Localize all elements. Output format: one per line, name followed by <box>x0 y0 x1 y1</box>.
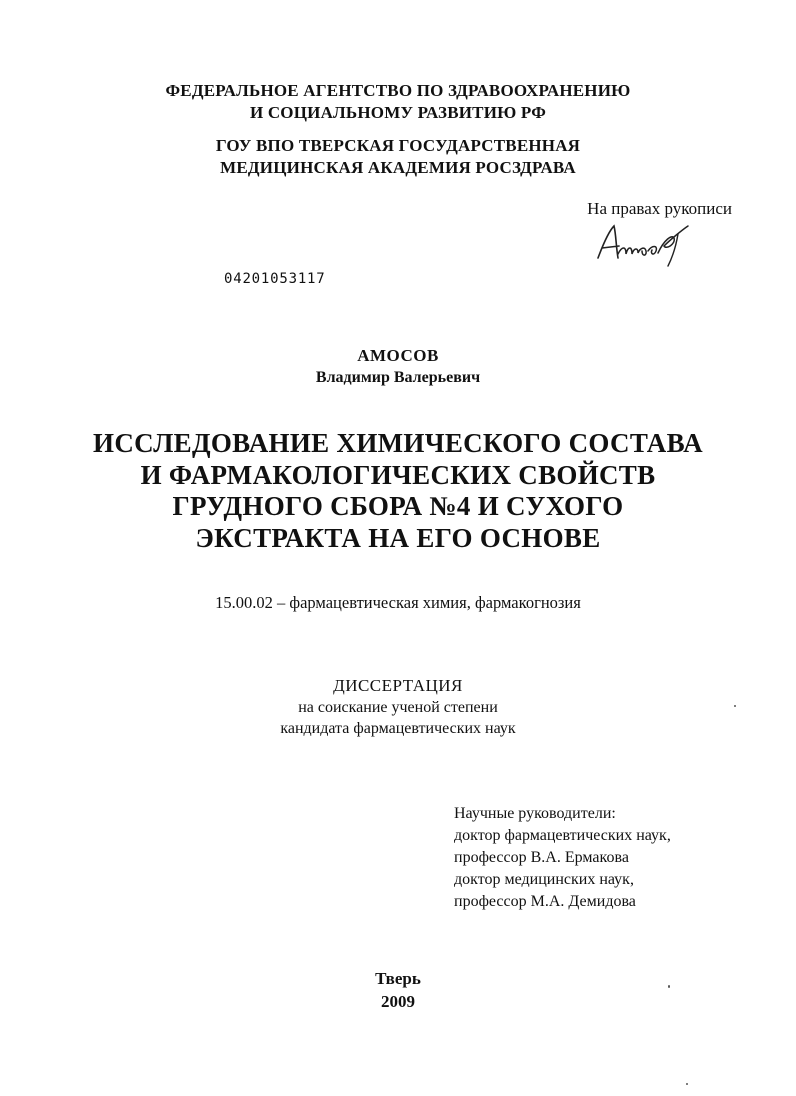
title-line-3: ГРУДНОГО СБОРА №4 И СУХОГО <box>172 491 624 521</box>
institution-line-1: ГОУ ВПО ТВЕРСКАЯ ГОСУДАРСТВЕННАЯ <box>215 136 581 155</box>
supervisor-1-degree: доктор фармацевтических наук, <box>454 827 671 844</box>
degree-line-2: кандидата фармацевтических наук <box>280 720 516 737</box>
specialty-code: 15.00.02 – фармацевтическая химия, фармакогнозия <box>215 593 581 612</box>
catalog-code: 04201053117 <box>224 271 326 287</box>
manuscript-note: На правах рукописи <box>587 199 732 218</box>
supervisor-1-name: профессор В.А. Ермакова <box>454 849 629 866</box>
title-line-1: ИССЛЕДОВАНИЕ ХИМИЧЕСКОГО СОСТАВА <box>93 428 703 458</box>
year: 2009 <box>381 992 415 1011</box>
author-surname: АМОСОВ <box>357 346 439 365</box>
dissertation-heading: ДИССЕРТАЦИЯ <box>333 676 463 695</box>
supervisor-2-degree: доктор медицинских наук, <box>454 871 634 888</box>
agency-line-1: ФЕДЕРАЛЬНОЕ АГЕНТСТВО ПО ЗДРАВООХРАНЕНИЮ <box>165 81 631 100</box>
degree-line-1: на соискание ученой степени <box>298 699 498 716</box>
agency-block <box>0 80 796 124</box>
city: Тверь <box>375 969 421 988</box>
dissertation-title <box>0 428 796 554</box>
scan-speck <box>734 705 736 707</box>
institution-block <box>0 135 796 179</box>
supervisors-block <box>454 803 671 913</box>
supervisors-heading: Научные руководители: <box>454 805 616 822</box>
agency-line-2: И СОЦИАЛЬНОМУ РАЗВИТИЮ РФ <box>249 103 547 122</box>
supervisor-2-name: профессор М.А. Демидова <box>454 893 636 910</box>
scan-speck <box>686 1083 688 1085</box>
institution-line-2: МЕДИЦИНСКАЯ АКАДЕМИЯ РОСЗДРАВА <box>220 158 576 177</box>
author-name: Владимир Валерьевич <box>315 369 481 386</box>
author-signature <box>592 220 702 270</box>
title-line-4: ЭКСТРАКТА НА ЕГО ОСНОВЕ <box>195 522 601 553</box>
title-line-2: И ФАРМАКОЛОГИЧЕСКИХ СВОЙСТВ <box>140 459 656 490</box>
scan-speck <box>668 985 670 988</box>
